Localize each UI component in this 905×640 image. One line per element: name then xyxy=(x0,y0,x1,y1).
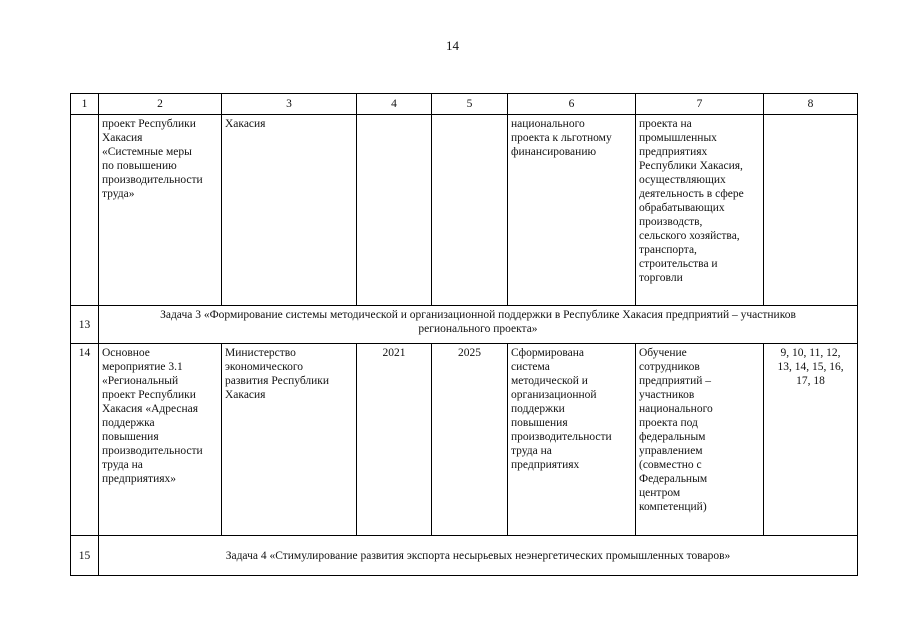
cont-cell-executor: Хакасия xyxy=(222,115,357,306)
cont-cell-description: проекта на промышленных предприятиях Республики Хакасия, осуществляющих деятельность в сфере обрабатывающих производств, сельского хозяйства, транспорта, строительства и торговли xyxy=(636,115,764,306)
row-14-end-year: 2025 xyxy=(432,344,508,536)
header-row xyxy=(71,94,858,115)
row-14-description: Обучение сотрудников предприятий – участников национального проекта под федеральным управлением (совместно с Федеральным центром компетенций) xyxy=(636,344,764,536)
header-cell-4: 4 xyxy=(357,94,432,115)
table-row-14 xyxy=(71,344,858,536)
cont-cell-name: проект Республики Хакасия «Системные меры по повышению производительности труда» xyxy=(99,115,222,306)
task-3-row xyxy=(71,306,858,344)
cont-cell-indicators xyxy=(764,115,858,306)
header-cell-1: 1 xyxy=(71,94,99,115)
task-3-number: 13 xyxy=(71,306,99,344)
header-cell-7: 7 xyxy=(636,94,764,115)
row-14-name: Основное мероприятие 3.1 «Региональный проект Республики Хакасия «Адресная поддержка повышения производительности труда на предприятиях» xyxy=(99,344,222,536)
program-table xyxy=(70,93,858,576)
task-4-title: Задача 4 «Стимулирование развития экспорта несырьевых неэнергетических промышленных товаров» xyxy=(99,536,858,576)
row-14-result: Сформирована система методической и организационной поддержки повышения производительности труда на предприятиях xyxy=(508,344,636,536)
task-4-row xyxy=(71,536,858,576)
header-cell-5: 5 xyxy=(432,94,508,115)
row-14-number: 14 xyxy=(71,344,99,536)
cont-cell-num xyxy=(71,115,99,306)
header-cell-2: 2 xyxy=(99,94,222,115)
header-cell-8: 8 xyxy=(764,94,858,115)
header-cell-3: 3 xyxy=(222,94,357,115)
cont-cell-result: национального проекта к льготному финансированию xyxy=(508,115,636,306)
cont-cell-start xyxy=(357,115,432,306)
row-14-executor: Министерство экономического развития Республики Хакасия xyxy=(222,344,357,536)
task-4-number: 15 xyxy=(71,536,99,576)
cont-cell-end xyxy=(432,115,508,306)
continuation-row xyxy=(71,115,858,306)
task-3-title: Задача 3 «Формирование системы методической и организационной поддержки в Республике Хакасия предприятий – участников регионального проекта» xyxy=(99,306,858,344)
header-cell-6: 6 xyxy=(508,94,636,115)
row-14-indicators: 9, 10, 11, 12, 13, 14, 15, 16, 17, 18 xyxy=(764,344,858,536)
page-number: 14 xyxy=(446,38,459,53)
row-14-start-year: 2021 xyxy=(357,344,432,536)
